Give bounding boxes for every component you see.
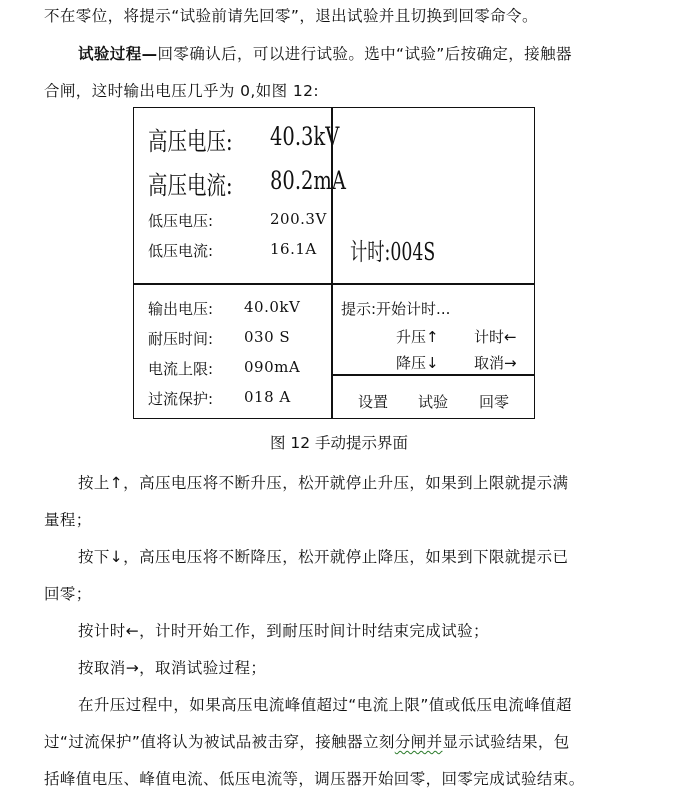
paragraph-text: 回零确认后，可以进行试验。选中“试验”后按确定，接触器 (157, 45, 572, 63)
paragraph-line: 按取消→，取消试验过程； (78, 659, 267, 677)
paragraph-line: 量程； (44, 511, 92, 529)
paragraph-line: 回零； (44, 585, 92, 603)
paragraph-line: 合闸，这时输出电压几乎为 0,如图 12: (44, 82, 319, 100)
panel-divider-vertical (331, 108, 333, 418)
timer-key-hint: 计时← (474, 328, 517, 346)
paragraph-text: 显示试验结果，包 (442, 733, 570, 751)
output-voltage-value: 40.0kV (244, 298, 301, 316)
lv-voltage-value: 200.3V (270, 210, 327, 228)
raise-key-hint: 升压↑ (396, 328, 439, 346)
section-heading: 试验过程— (78, 45, 158, 63)
cancel-key-hint: 取消→ (474, 354, 517, 372)
lv-current-label: 低压电流: (148, 242, 214, 260)
paragraph-line: 按计时←，计时开始工作，到耐压时间计时结束完成试验； (78, 622, 489, 640)
withstand-time-value: 030 S (244, 328, 291, 346)
lower-key-hint: 降压↓ (396, 354, 439, 372)
menu-settings: 设置 (358, 393, 389, 411)
figure-caption: 图 12 手动提示界面 (269, 434, 409, 452)
prompt-text: 提示:开始计时... (341, 300, 451, 318)
hv-voltage-label: 高压电压: (148, 127, 233, 156)
lcd-panel-figure (133, 107, 535, 419)
lv-voltage-label: 低压电压: (148, 212, 214, 230)
paragraph-line: 按下↓，高压电压将不断降压，松开就停止降压，如果到下限就提示已 (78, 548, 569, 566)
current-limit-label: 电流上限: (148, 360, 214, 378)
current-limit-value: 090mA (244, 358, 301, 376)
paragraph-line (44, 730, 570, 752)
paragraph-line (78, 42, 572, 64)
overcurrent-label: 过流保护: (148, 390, 214, 408)
paragraph-line: 按上↑，高压电压将不断升压，松开就停止升压，如果到上限就提示满 (78, 474, 569, 492)
paragraph-line: 不在零位，将提示“试验前请先回零”，退出试验并且切换到回零命令。 (44, 7, 538, 25)
withstand-time-label: 耐压时间: (148, 330, 214, 348)
hv-current-value: 80.2mA (270, 166, 347, 195)
hv-current-label: 高压电流: (148, 171, 233, 200)
output-voltage-label: 输出电压: (148, 300, 214, 318)
panel-divider-horizontal (134, 283, 534, 285)
paragraph-line (44, 767, 585, 789)
spellcheck-underlined-text: 分闸并 (394, 733, 443, 751)
lv-current-value: 16.1A (270, 240, 317, 258)
paragraph-text: 过“过流保护”值将认为被试品被击穿，接触器立刻 (44, 733, 395, 751)
paragraph-text: 括峰值电压、峰值电流、低压电流等，调压器开始回零，回零完成试验结束。 (44, 770, 585, 788)
menu-zero: 回零 (479, 393, 510, 411)
timer-readout: 计时:004S (350, 238, 436, 266)
hv-voltage-value: 40.3kV (270, 122, 340, 151)
overcurrent-value: 018 A (244, 388, 291, 406)
panel-menu-divider (332, 374, 535, 376)
paragraph-line: 在升压过程中，如果高压电流峰值超过“电流上限”值或低压电流峰值超 (78, 696, 572, 714)
menu-test: 试验 (418, 393, 449, 411)
